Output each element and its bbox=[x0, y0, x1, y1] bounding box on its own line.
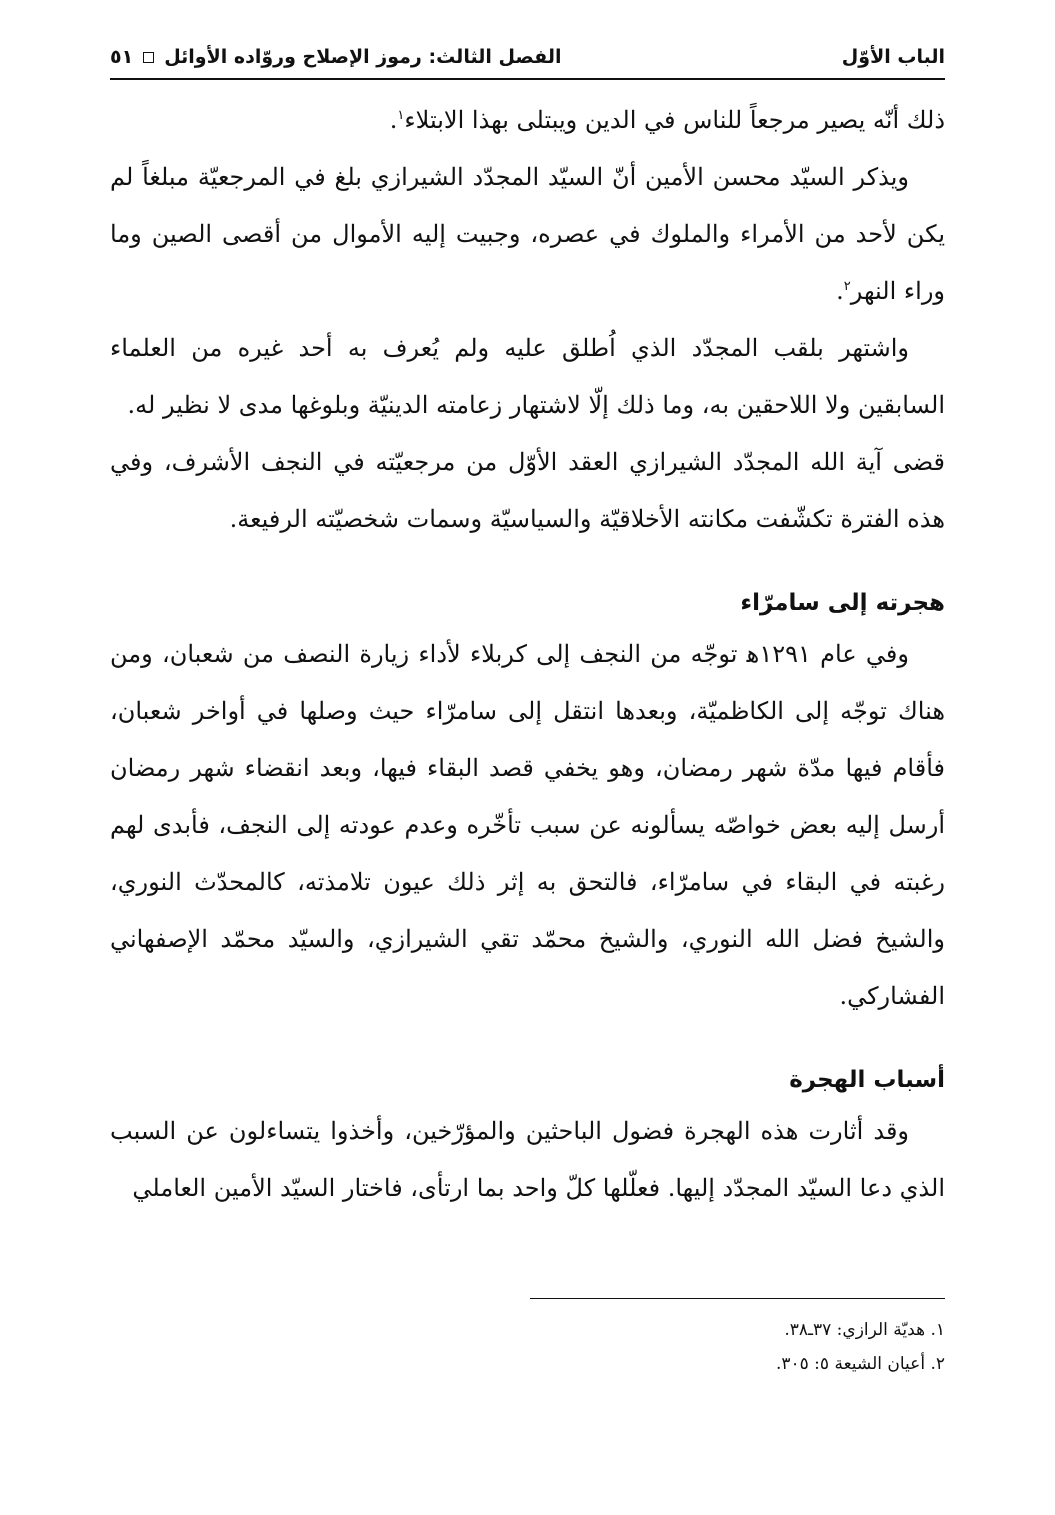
paragraph: واشتهر بلقب المجدّد الذي اُطلق عليه ولم يُعرف به أحد غيره من العلماء السابقين ولا اللاحقين به، وما ذلك إلّا لاشتهار زعامته الدينيّة وبلوغها مدى لا نظير له. bbox=[110, 334, 945, 419]
paragraph: وقد أثارت هذه الهجرة فضول الباحثين والمؤرّخين، وأخذوا يتساءلون عن السبب الذي دعا السيّد المجدّد إليها. فعلّلها كلّ واحد بما ارتأى، فاختار السيّد الأمين العاملي bbox=[110, 1117, 945, 1202]
paragraph-text: ويذكر السيّد محسن الأمين أنّ السيّد المجدّد الشيرازي بلغ في المرجعيّة مبلغاً لم يكن لأحد من الأمراء والملوك في عصره، وجبيت إليه الأموال من أقصى الصين وما وراء النهر bbox=[110, 163, 945, 305]
footnote-ref[interactable]: ٢ bbox=[843, 279, 851, 294]
footnote-ref[interactable]: ١ bbox=[397, 108, 405, 123]
footnotes bbox=[110, 1298, 945, 1381]
paragraph bbox=[110, 149, 945, 320]
section-heading: هجرته إلى سامرّاء bbox=[740, 590, 945, 616]
chapter-title: الباب الأوّل bbox=[841, 46, 945, 68]
paragraph: قضى آية الله المجدّد الشيرازي العقد الأوّل من مرجعيّته في النجف الأشرف، وفي هذه الفترة تكشّفت مكانته الأخلاقيّة والسياسيّة وسمات شخصيّته الرفيعة. bbox=[110, 448, 945, 533]
paragraph-text: ذلك أنّه يصير مرجعاً للناس في الدين ويبتلى بهذا الابتلاء bbox=[404, 106, 945, 134]
footnote-item: ١. هديّة الرازي: ٣٧ـ٣٨. bbox=[784, 1320, 945, 1340]
square-separator-icon bbox=[143, 52, 154, 63]
running-header bbox=[110, 40, 945, 80]
footnote-item: ٢. أعيان الشيعة ٥: ٣٠٥. bbox=[775, 1354, 945, 1374]
section-title: الفصل الثالث: رموز الإصلاح وروّاده الأوائل bbox=[164, 46, 562, 68]
footnote-divider bbox=[530, 1298, 945, 1299]
page-number: ٥١ bbox=[110, 46, 134, 68]
section-title-group bbox=[110, 46, 561, 68]
paragraph-tail: . bbox=[389, 106, 398, 134]
body-text bbox=[110, 92, 945, 1217]
section-heading: أسباب الهجرة bbox=[789, 1067, 945, 1093]
paragraph bbox=[110, 92, 945, 149]
paragraph-tail: . bbox=[836, 277, 844, 305]
book-page bbox=[110, 40, 945, 1480]
paragraph: وفي عام ١٢٩١ﻫ توجّه من النجف إلى كربلاء لأداء زيارة النصف من شعبان، ومن هناك توجّه إلى الكاظميّة، وبعدها انتقل إلى سامرّاء حيث وصلها في أواخر شعبان، فأقام فيها مدّة شهر رمضان، وهو يخفي قصد البقاء فيها، وبعد انقضاء شهر رمضان أرسل إليه بعض خواصّه يسألونه عن سبب تأخّره وعدم عودته إلى النجف، فأبدى لهم رغبته في البقاء في سامرّاء، فالتحق به إثر ذلك عيون تلامذته، كالمحدّث النوري، والشيخ فضل الله النوري، والشيخ محمّد تقي الشيرازي، والسيّد محمّد الإصفهاني الفشاركي. bbox=[110, 640, 945, 1010]
